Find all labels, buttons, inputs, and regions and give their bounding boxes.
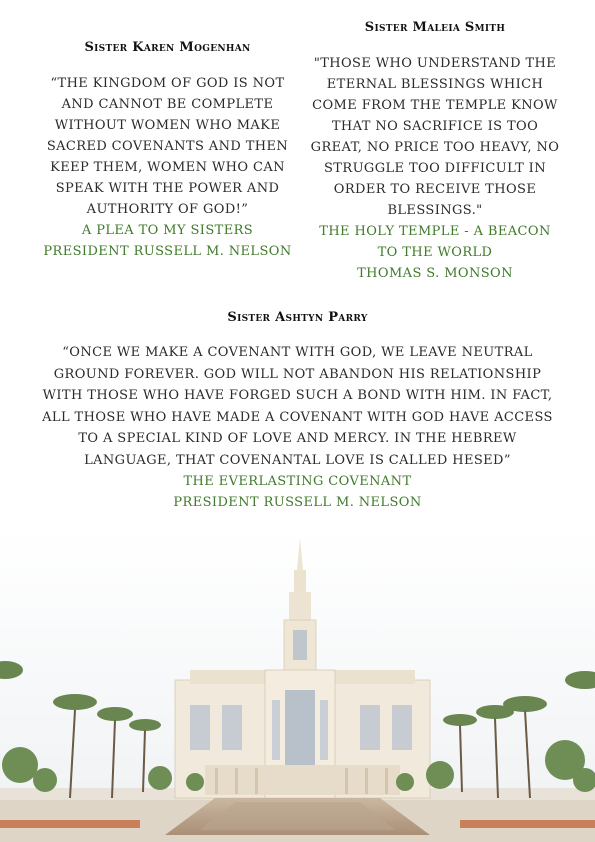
quote-heading: Sister Ashtyn Parry <box>227 310 368 325</box>
quote-title: A PLEA TO MY SISTERS <box>81 223 254 238</box>
quote-heading: Sister Karen Mogenhan <box>84 40 251 55</box>
quote-karen <box>40 40 295 262</box>
quote-title: THE HOLY TEMPLE - A BEACON TO THE WORLD <box>319 224 551 260</box>
quote-text: “ONCE WE MAKE A COVENANT WITH GOD, WE LEAVE NEUTRAL GROUND FOREVER. GOD WILL NOT ABANDON HIS RELATIONSHIP WITH THOSE WHO HAVE FORGED SUCH A BOND WITH HIM. IN FACT, ALL THOSE WHO HAVE MADE A COVENANT WITH GOD HAVE ACCESS TO A SPECIAL KIND OF LOVE AND MERCY. IN THE HEBREW LANGUAGE, THAT COVENANTAL LOVE IS CALLED HESED” <box>42 345 553 468</box>
quote-text: “THE KINGDOM OF GOD IS NOT AND CANNOT BE COMPLETE WITHOUT WOMEN WHO MAKE SACRED COVENANTS AND THEN KEEP THEM, WOMEN WHO CAN SPEAK WITH THE POWER AND AUTHORITY OF GOD!” <box>46 76 289 217</box>
quote-maleia <box>310 20 560 284</box>
temple-photo <box>0 530 595 842</box>
quote-author: PRESIDENT RUSSELL M. NELSON <box>43 244 292 259</box>
quote-heading: Sister Maleia Smith <box>364 20 506 35</box>
quote-author: PRESIDENT RUSSELL M. NELSON <box>173 495 422 510</box>
quote-author: THOMAS S. MONSON <box>357 266 513 281</box>
quote-text: "THOSE WHO UNDERSTAND THE ETERNAL BLESSINGS WHICH COME FROM THE TEMPLE KNOW THAT NO SACRIFICE IS TOO GREAT, NO PRICE TOO HEAVY, NO STRUGGLE TOO DIFFICULT IN ORDER TO RECEIVE THOSE BLESSINGS." <box>310 56 560 218</box>
quote-ashtyn <box>40 310 555 513</box>
quote-title: THE EVERLASTING COVENANT <box>183 474 412 489</box>
